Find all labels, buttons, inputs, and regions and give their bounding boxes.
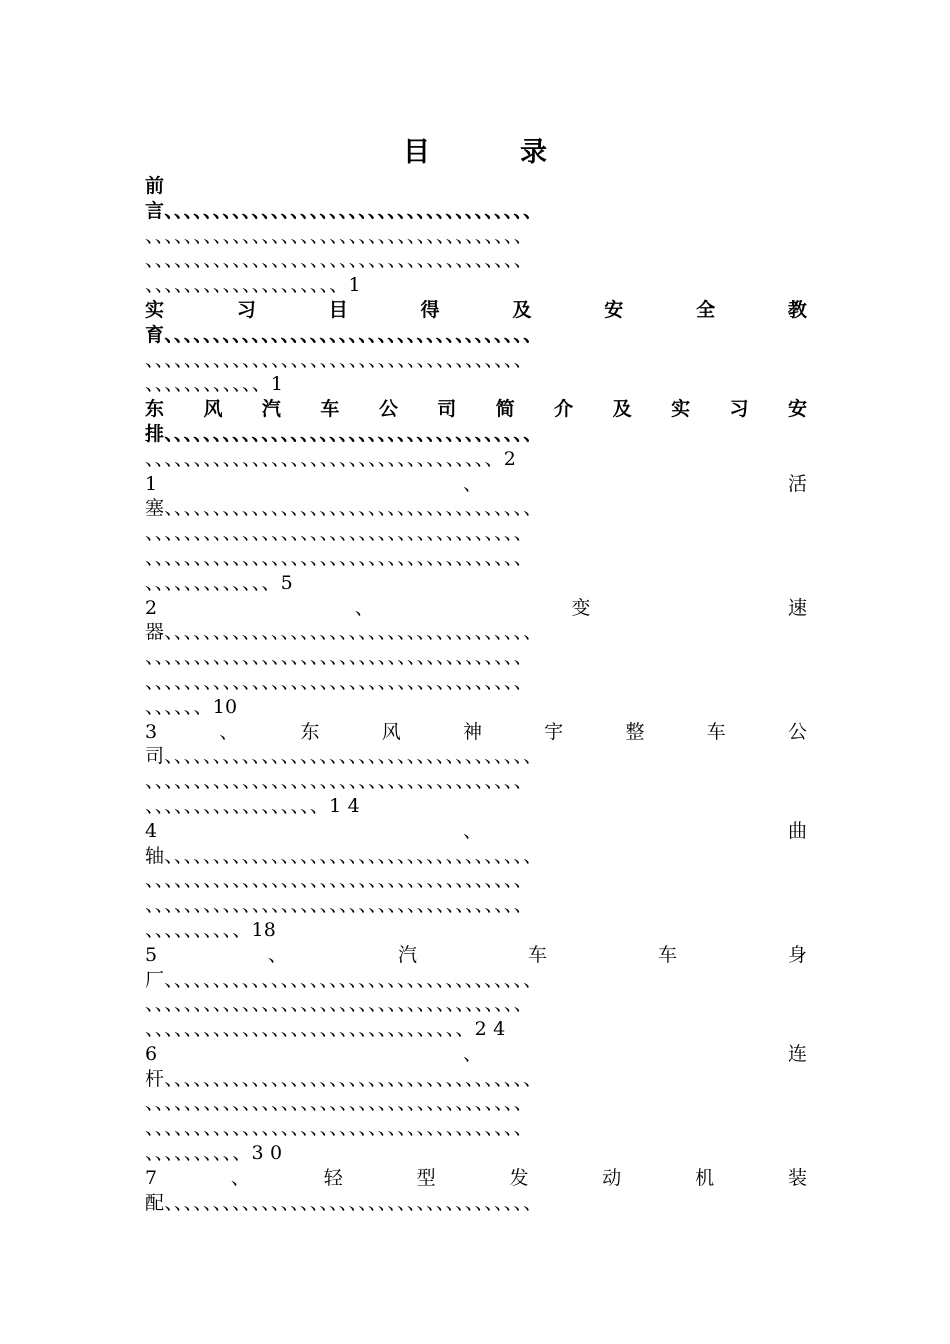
toc-line-char: 型 xyxy=(416,1166,436,1189)
toc-line-char: 全 xyxy=(696,298,716,321)
toc-line: 、、、、、、、、、、、、、、、、、、、、、、、、、、、、、、、、、、、、、、、 xyxy=(145,348,533,371)
toc-line-char: 、 xyxy=(354,596,374,619)
toc-line-char: 教 xyxy=(787,298,807,321)
toc-line: 、、、、、、、、、、、、、、、、、、、、、、、、、、、、、、、、、、、、、、、 xyxy=(145,224,533,247)
toc-line-char: 及 xyxy=(512,298,532,321)
toc-line: 、、、、、、、、、、、、、、、、、、、、、、、、、、、、、、、、、、、、、、、 xyxy=(145,894,533,917)
toc-line-char: 2 xyxy=(145,596,158,619)
toc-line: 言、、、、、、、、、、、、、、、、、、、、、、、、、、、、、、、、、、、、、、 xyxy=(145,199,543,222)
toc-line: 排、、、、、、、、、、、、、、、、、、、、、、、、、、、、、、、、、、、、、、 xyxy=(145,422,543,445)
toc-line: 轴、、、、、、、、、、、、、、、、、、、、、、、、、、、、、、、、、、、、、、 xyxy=(145,844,543,867)
toc-line xyxy=(145,1166,807,1191)
toc-line-char: 整 xyxy=(625,720,645,743)
toc-line: 、、、、、、、、、、、、、、、、、、、、、、、、、、、、、、、、、、、、、、、 xyxy=(145,670,533,693)
toc-line: 、、、、、、、、、、、、、、、、、、、、、、、、、、、、、、、、、2 4 xyxy=(145,1018,506,1041)
toc-line-char: 习 xyxy=(236,298,256,321)
toc-line: 、、、、、、、、、、、、、、、、、、1 4 xyxy=(145,794,360,817)
toc-line-char: 车 xyxy=(320,398,340,421)
toc-line-char: 活 xyxy=(787,472,807,495)
page-title xyxy=(0,130,950,169)
toc-line-char: 汽 xyxy=(261,398,281,421)
toc-line xyxy=(145,819,807,844)
toc-line-char: 连 xyxy=(787,1042,807,1065)
toc-line-char: 7 xyxy=(145,1166,158,1189)
title-char-1: 目 xyxy=(403,137,430,168)
toc-line-char: 实 xyxy=(671,398,691,421)
toc-line-char: 公 xyxy=(787,720,807,743)
toc-line: 、、、、、、、、、、、、、、、、、、、、、、、、、、、、、、、、、、、、、、、 xyxy=(145,1092,533,1115)
toc-line: 、、、、、、、、、、、、、、、、、、、、、、、、、、、、、、、、、、、、、、、 xyxy=(145,993,533,1016)
toc-line: 塞、、、、、、、、、、、、、、、、、、、、、、、、、、、、、、、、、、、、、、 xyxy=(145,497,543,520)
toc-line: 厂、、、、、、、、、、、、、、、、、、、、、、、、、、、、、、、、、、、、、、 xyxy=(145,968,543,991)
toc-line-char: 4 xyxy=(145,819,158,842)
toc-line-char: 轻 xyxy=(323,1166,343,1189)
toc-line-char: 机 xyxy=(695,1166,715,1189)
toc-line-char: 车 xyxy=(657,943,677,966)
toc-line: 、、、、、、、、、、、、、、、、、、、、、、、、、、、、、、、、、、、、、、、 xyxy=(145,546,533,569)
toc-line-char: 车 xyxy=(527,943,547,966)
toc-line xyxy=(145,397,807,422)
table-of-contents xyxy=(145,174,807,1215)
toc-line: 、、、、、、、、、、、、、、、、、、、、、、、、、、、、、、、、、、、、、、、 xyxy=(145,869,533,892)
toc-line-char: 实 xyxy=(145,298,165,321)
toc-line-char: 6 xyxy=(145,1042,158,1065)
toc-line: 配、、、、、、、、、、、、、、、、、、、、、、、、、、、、、、、、、、、、、、 xyxy=(145,1191,543,1214)
toc-line xyxy=(145,298,807,323)
toc-line-char: 1 xyxy=(145,472,158,495)
toc-line: 、、、、、、10 xyxy=(145,695,238,718)
toc-line xyxy=(145,596,807,621)
toc-line-char: 速 xyxy=(787,596,807,619)
toc-line-char: 曲 xyxy=(787,819,807,842)
toc-line: 、、、、、、、、、、、、、、、、、、、、、、、、、、、、、、、、、、、、、、、 xyxy=(145,646,533,669)
toc-line: 、、、、、、、、、、、、、、、、、、、、、、、、、、、、、、、、、、、、、、、 xyxy=(145,770,533,793)
toc-line-char: 安 xyxy=(787,398,807,421)
toc-line: 、、、、、、、、、、、、、、、、、、、、、、、、、、、、、、、、、、、、、、、 xyxy=(145,249,533,272)
title-char-2: 录 xyxy=(520,137,547,168)
toc-line xyxy=(145,472,807,497)
toc-line-char: 5 xyxy=(145,943,158,966)
toc-line-char: 习 xyxy=(729,398,749,421)
toc-line-char: 、 xyxy=(219,720,239,743)
toc-line-char: 公 xyxy=(378,398,398,421)
toc-line xyxy=(145,720,807,745)
toc-line-char: 动 xyxy=(602,1166,622,1189)
toc-line-char: 东 xyxy=(145,398,165,421)
toc-line-char: 、 xyxy=(463,819,483,842)
toc-line: 司、、、、、、、、、、、、、、、、、、、、、、、、、、、、、、、、、、、、、、 xyxy=(145,745,543,768)
toc-line-char: 、 xyxy=(463,1042,483,1065)
toc-line-char: 汽 xyxy=(398,943,418,966)
toc-line-char: 车 xyxy=(706,720,726,743)
toc-line-char: 变 xyxy=(571,596,591,619)
toc-line-char: 风 xyxy=(381,720,401,743)
toc-line-char: 及 xyxy=(612,398,632,421)
toc-line xyxy=(145,1042,807,1067)
toc-line-char: 身 xyxy=(787,943,807,966)
toc-line: 前 xyxy=(145,175,165,197)
toc-line-char: 3 xyxy=(145,720,158,743)
toc-line-char: 发 xyxy=(509,1166,529,1189)
toc-line-char: 简 xyxy=(495,398,515,421)
toc-line: 育、、、、、、、、、、、、、、、、、、、、、、、、、、、、、、、、、、、、、、 xyxy=(145,323,543,346)
toc-line: 杆、、、、、、、、、、、、、、、、、、、、、、、、、、、、、、、、、、、、、、 xyxy=(145,1067,543,1090)
toc-line-char: 司 xyxy=(437,398,457,421)
toc-line-char: 、 xyxy=(230,1166,250,1189)
toc-line-char: 目 xyxy=(328,298,348,321)
toc-line: 器、、、、、、、、、、、、、、、、、、、、、、、、、、、、、、、、、、、、、、 xyxy=(145,621,543,644)
toc-line: 、、、、、、、、、、、、、、、、、、、、1 xyxy=(145,274,361,297)
toc-line-char: 安 xyxy=(604,298,624,321)
toc-line-char: 装 xyxy=(787,1166,807,1189)
toc-line-char: 风 xyxy=(203,398,223,421)
toc-line-char: 东 xyxy=(300,720,320,743)
toc-line xyxy=(145,943,807,968)
toc-line-char: 、 xyxy=(268,943,288,966)
toc-line: 、、、、、、、、、、、、、5 xyxy=(145,571,293,594)
toc-line-char: 得 xyxy=(420,298,440,321)
toc-line-char: 宇 xyxy=(544,720,564,743)
toc-line: 、、、、、、、、、、、、、、、、、、、、、、、、、、、、、、、、、、、、、、、 xyxy=(145,522,533,545)
toc-line: 、、、、、、、、、、、、1 xyxy=(145,373,284,396)
toc-line-char: 、 xyxy=(463,472,483,495)
toc-line: 、、、、、、、、、、、、、、、、、、、、、、、、、、、、、、、、、、、、、、、 xyxy=(145,1117,533,1140)
toc-line: 、、、、、、、、、、3 0 xyxy=(145,1142,283,1165)
toc-line: 、、、、、、、、、、、、、、、、、、、、、、、、、、、、、、、、、、、、2 xyxy=(145,447,516,470)
toc-line: 、、、、、、、、、、18 xyxy=(145,918,277,941)
toc-line-char: 神 xyxy=(463,720,483,743)
toc-line-char: 介 xyxy=(554,398,574,421)
